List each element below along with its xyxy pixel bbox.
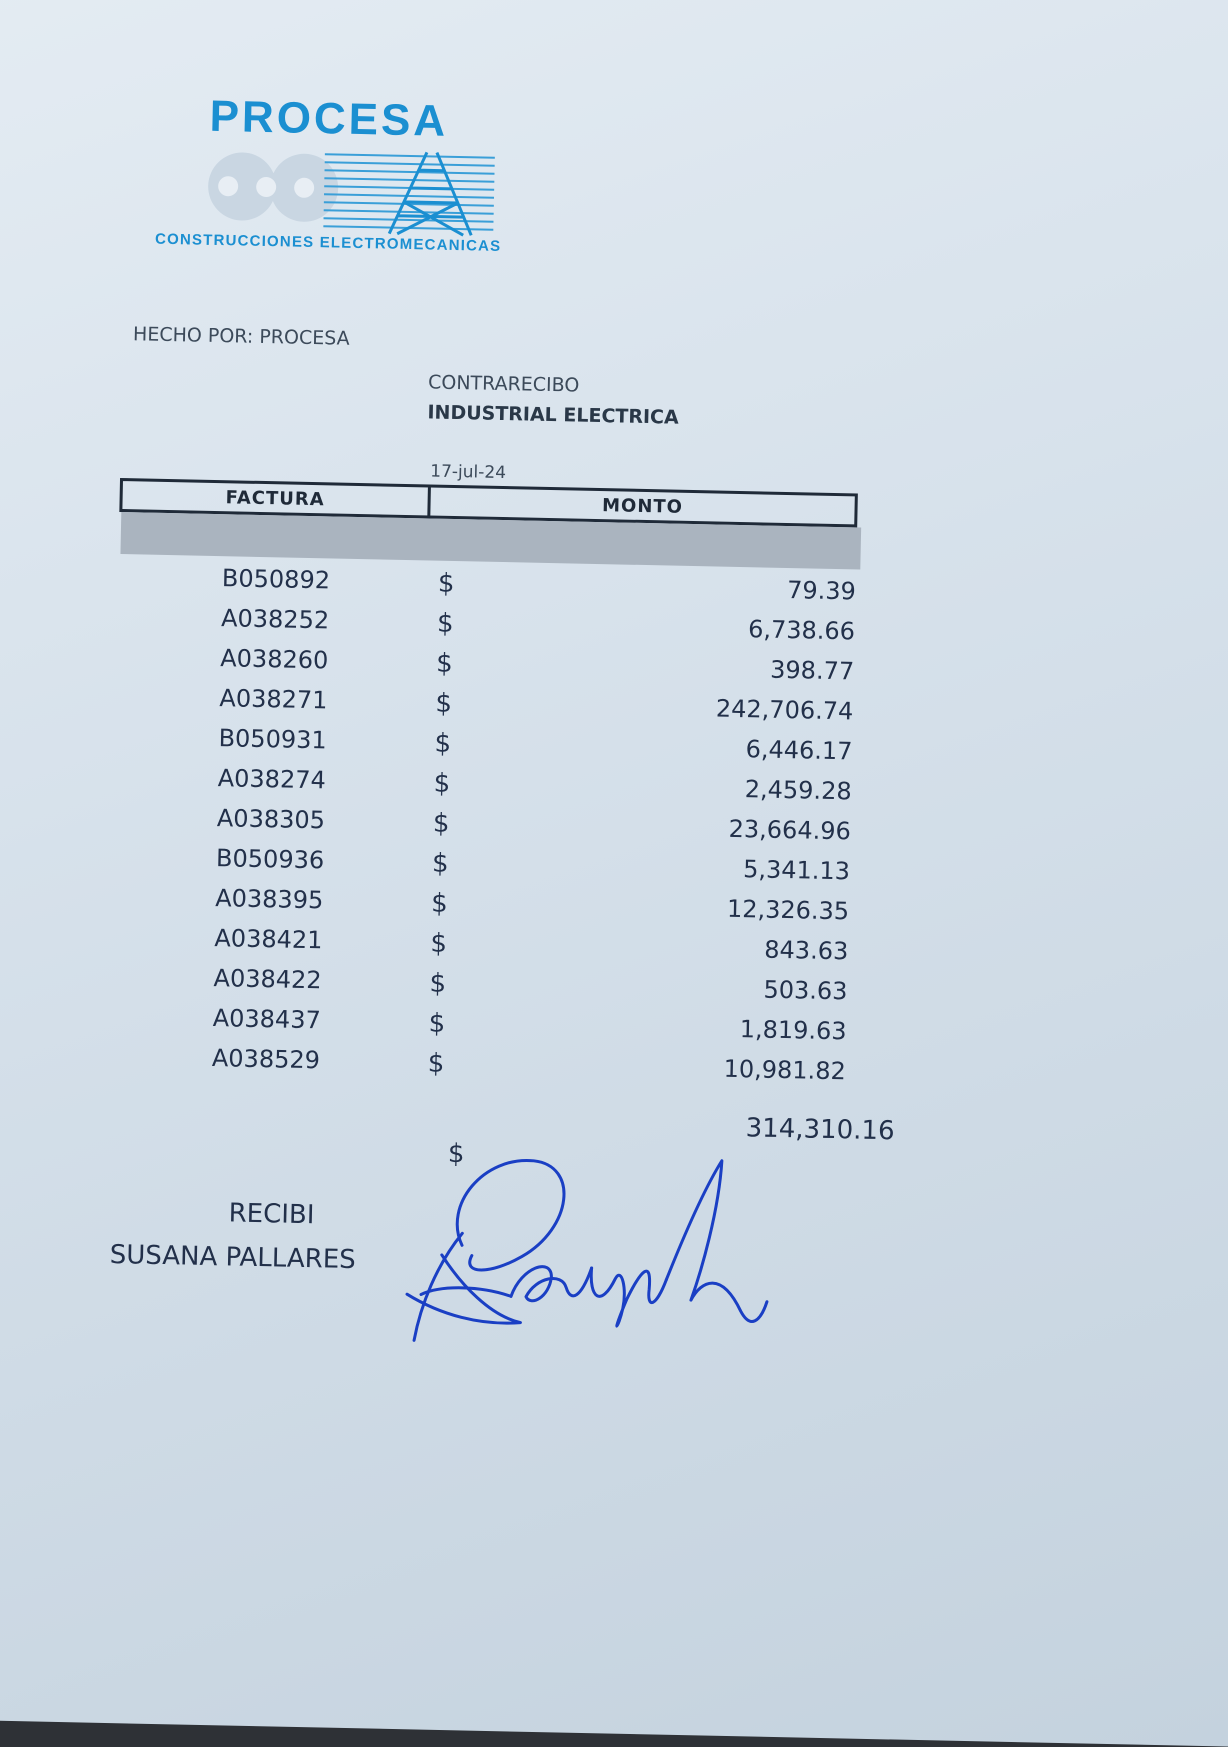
invoice-amount: 5,341.13 [742, 855, 851, 886]
invoice-number: A038252 [220, 604, 330, 635]
logo-tower-icon [203, 146, 505, 238]
made-by-line: HECHO POR: PROCESA [132, 323, 350, 350]
invoice-number: A038271 [219, 684, 328, 715]
currency-symbol: $ [428, 1008, 446, 1039]
invoice-amount: 79.39 [786, 575, 857, 606]
total-amount: 314,310.16 [745, 1113, 895, 1147]
invoice-amount: 1,819.63 [739, 1015, 847, 1046]
invoice-number: B050936 [215, 844, 325, 875]
company-name: INDUSTRIAL ELECTRICA [427, 401, 679, 429]
invoice-number: A038422 [213, 964, 322, 995]
invoice-number: B050931 [218, 724, 327, 755]
invoice-number: A038395 [214, 884, 324, 915]
currency-symbol: $ [429, 968, 447, 999]
company-logo [154, 87, 578, 286]
currency-symbol: $ [431, 848, 449, 879]
column-header-factura: FACTURA [122, 481, 431, 515]
invoice-number: A038274 [217, 764, 327, 795]
receiver-name: SUSANA PALLARES [109, 1239, 356, 1276]
invoice-number: A038529 [211, 1044, 321, 1075]
document-date: 17-jul-24 [430, 461, 507, 484]
invoice-number: B050892 [221, 564, 331, 595]
handwritten-signature [400, 1144, 784, 1362]
received-label: RECIBI [228, 1198, 315, 1231]
invoice-number: A038437 [212, 1004, 322, 1035]
invoice-amount: 2,459.28 [744, 775, 852, 806]
logo-tagline: CONSTRUCCIONES ELECTROMECANICAS [154, 230, 502, 255]
currency-symbol: $ [427, 1048, 445, 1079]
logo-wordmark: PROCESA [209, 91, 449, 146]
column-header-monto: MONTO [601, 494, 684, 518]
invoice-amount: 12,326.35 [726, 894, 850, 926]
invoice-number: A038260 [219, 644, 329, 675]
invoice-amount: 10,981.82 [723, 1054, 847, 1086]
invoice-amount: 398.77 [769, 655, 855, 686]
invoice-amount: 23,664.96 [728, 814, 852, 846]
currency-symbol: $ [430, 888, 449, 919]
invoice-amount: 503.63 [763, 975, 848, 1006]
invoice-number: A038421 [214, 924, 323, 955]
invoice-amount: 6,446.17 [745, 735, 853, 766]
currency-symbol: $ [437, 568, 455, 600]
invoice-amount: 843.63 [764, 935, 849, 966]
document-title: CONTRARECIBO [427, 371, 580, 397]
currency-symbol: $ [430, 928, 448, 959]
invoice-amount: 6,738.66 [747, 615, 856, 646]
currency-symbol: $ [432, 808, 450, 839]
total-currency-symbol: $ [447, 1139, 465, 1170]
currency-symbol: $ [433, 768, 451, 799]
invoice-amount: 242,706.74 [715, 694, 854, 726]
currency-symbol: $ [435, 648, 454, 680]
currency-symbol: $ [436, 608, 454, 640]
currency-symbol: $ [435, 688, 453, 719]
invoice-number: A038305 [216, 804, 326, 835]
currency-symbol: $ [434, 728, 452, 759]
